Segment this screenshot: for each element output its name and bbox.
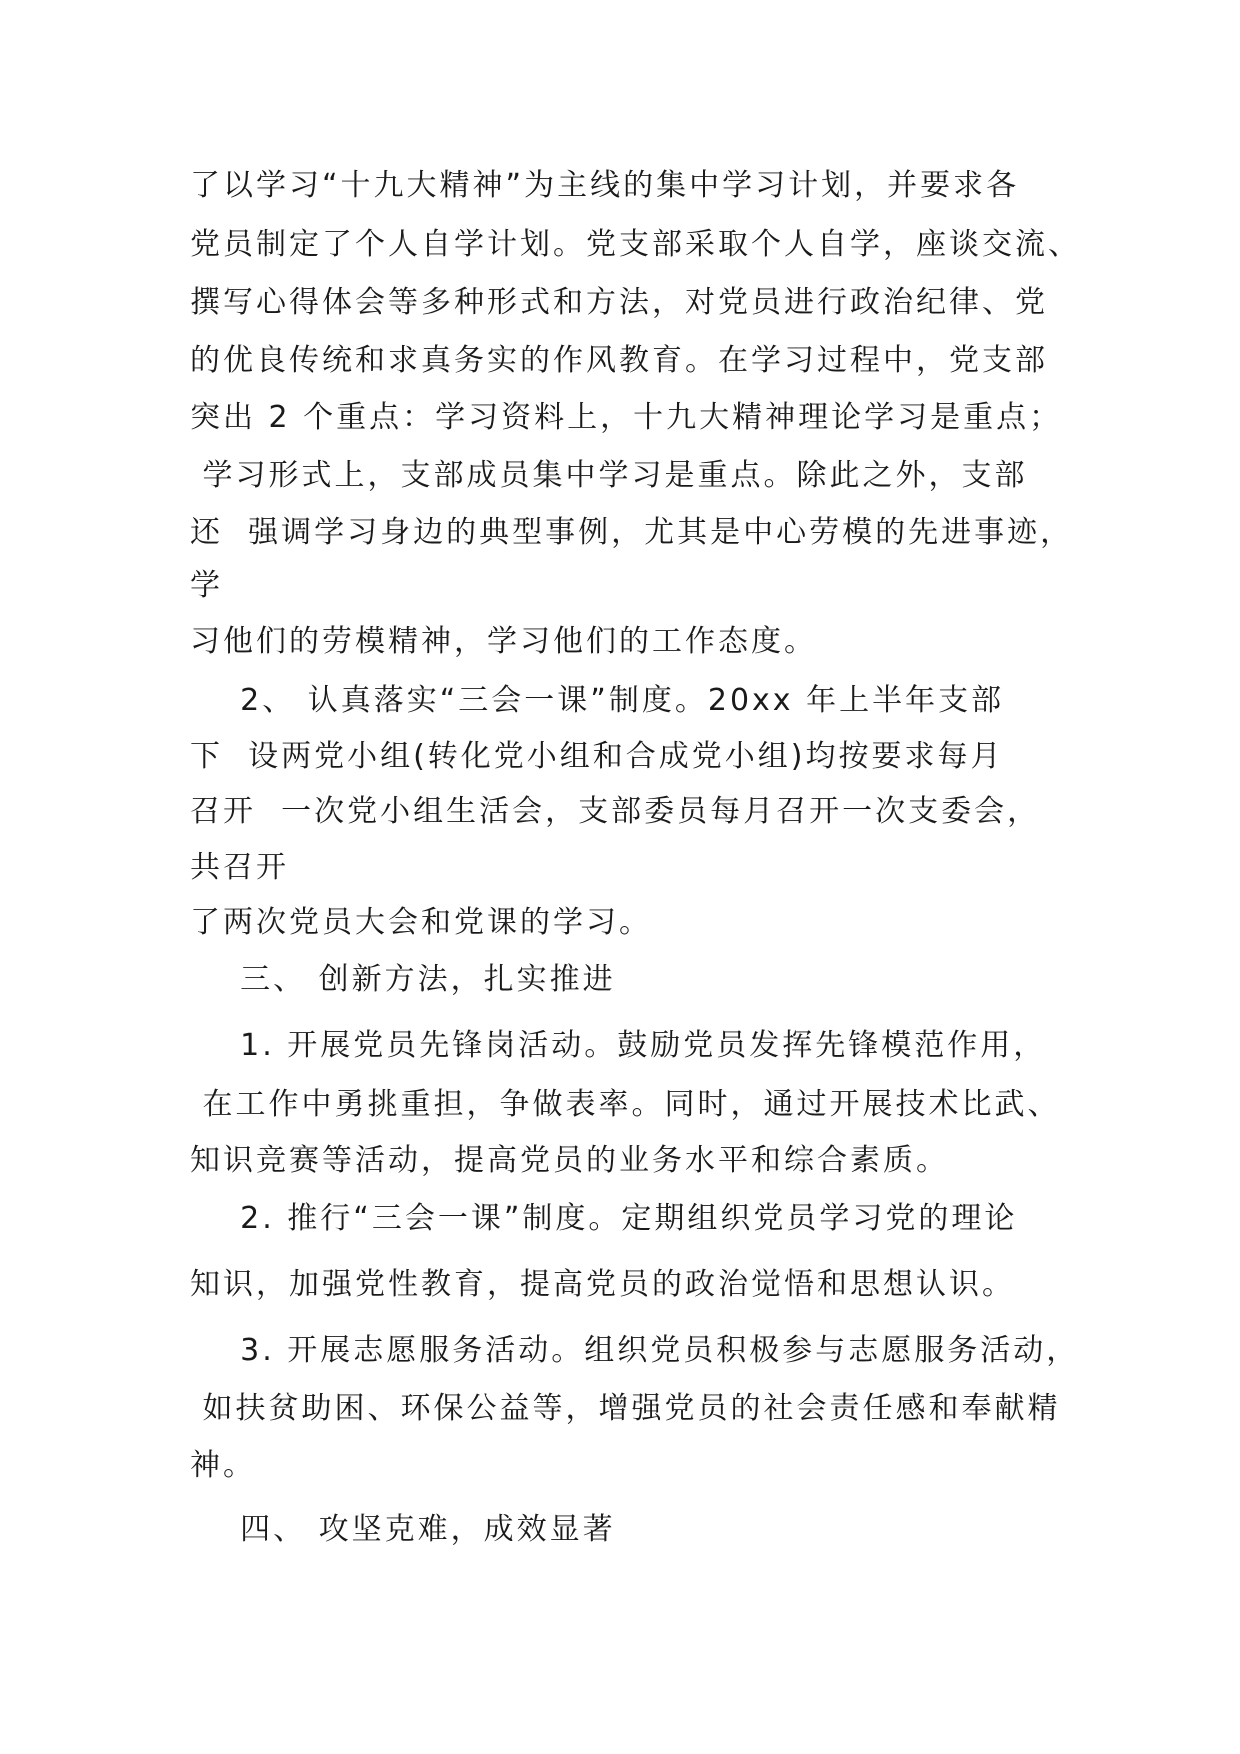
text-line: 了两次党员大会和党课的学习。 [190,905,652,940]
text-line: 党员制定了个人自学计划。党支部采取个人自学，座谈交流、 [190,227,1081,262]
text-line: 的优良传统和求真务实的作风教育。在学习过程中，党支部 [190,343,1048,378]
text-line: 了以学习“十九大精神”为主线的集中学习计划，并要求各 [190,168,1020,203]
text-line: 下 设两党小组(转化党小组和合成党小组)均按要求每月 [190,739,1004,774]
text-line: 2、 认真落实“三会一课”制度。20xx 年上半年支部 [190,683,1005,718]
section-heading: 四、 攻坚克难，成效显著 [190,1512,616,1547]
text-line: 学 [190,568,223,603]
text-line: 知识，加强党性教育，提高党员的政治觉悟和思想认识。 [190,1267,1015,1302]
text-line: 在工作中勇挑重担，争做表率。同时，通过开展技术比武、 [190,1087,1061,1122]
text-line: 召开 一次党小组生活会，支部委员每月召开一次支委会， [190,794,1041,829]
text-line: 如扶贫助困、环保公益等，增强党员的社会责任感和奉献精 [190,1391,1061,1426]
text-line: 3. 开展志愿服务活动。组织党员积极参与志愿服务活动， [190,1333,1080,1368]
text-line: 学习形式上，支部成员集中学习是重点。除此之外，支部 [190,458,1028,493]
text-line: 习他们的劳模精神，学习他们的工作态度。 [190,624,817,659]
text-line: 共召开 [190,850,289,885]
text-line: 突出 2 个重点：学习资料上，十九大精神理论学习是重点； [190,400,1063,435]
text-line: 知识竞赛等活动，提高党员的业务水平和综合素质。 [190,1143,949,1178]
text-line: 神。 [190,1448,256,1483]
text-line: 1. 开展党员先锋岗活动。鼓励党员发挥先锋模范作用， [190,1028,1047,1063]
text-line: 撰写心得体会等多种形式和方法，对党员进行政治纪律、党 [190,285,1048,320]
text-line: 2. 推行“三会一课”制度。定期组织党员学习党的理论 [190,1201,1018,1236]
section-heading: 三、 创新方法，扎实推进 [190,962,616,997]
text-line: 还 强调学习身边的典型事例，尤其是中心劳模的先进事迹， [190,515,1074,550]
